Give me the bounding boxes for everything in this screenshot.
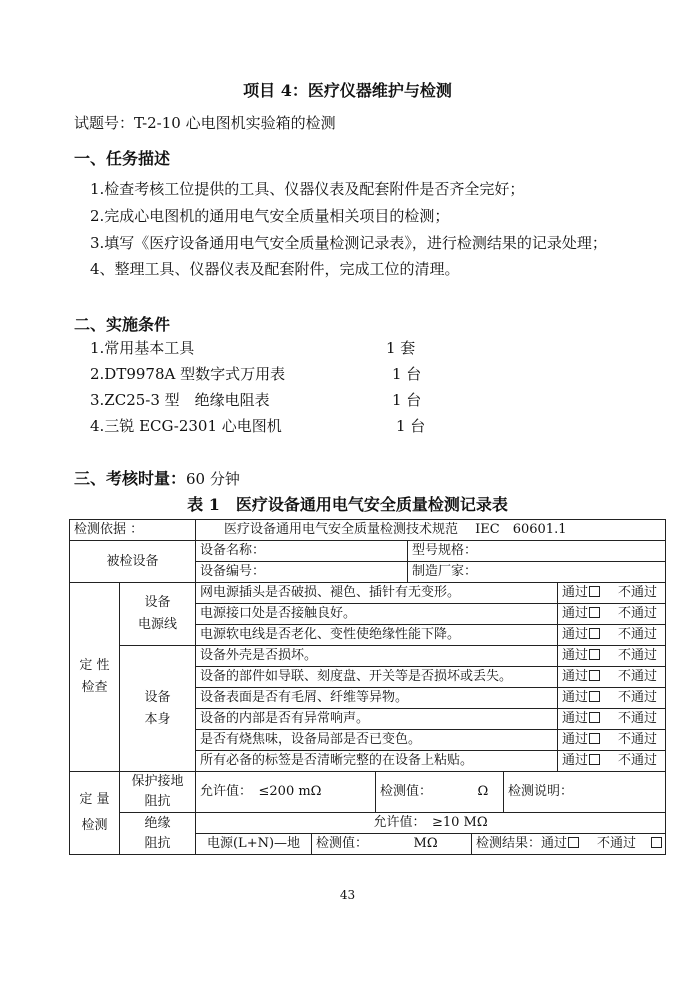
- check-item: 所有必备的标签是否清晰完整的在设备上粘贴。: [196, 751, 558, 772]
- fail-label: 不通过: [618, 648, 658, 663]
- pass-label: 通过: [562, 732, 589, 747]
- ground-allowed-value: 允许值： ≤200 mΩ: [196, 772, 376, 813]
- group-label-line: 设备: [144, 689, 171, 705]
- fail-label: 不通过: [618, 627, 658, 642]
- insulation-label-line: 阻抗: [144, 835, 171, 851]
- device-label: 被检设备: [70, 541, 196, 583]
- pass-checkbox[interactable]: [589, 733, 600, 744]
- pass-checkbox[interactable]: [589, 670, 600, 681]
- check-item: 设备外壳是否损坏。: [196, 646, 558, 667]
- ground-measured-field[interactable]: 检测值： Ω: [376, 772, 504, 813]
- insulation-label-line: 绝缘: [144, 815, 171, 831]
- basis-label: 检测依据 ：: [70, 520, 196, 541]
- pass-checkbox[interactable]: [589, 607, 600, 618]
- ground-note-field[interactable]: 检测说明：: [504, 772, 666, 813]
- condition-qty: 1 台: [392, 365, 422, 383]
- task-item: 4、整理工具、仪器仪表及配套附件，完成工位的清理。: [90, 260, 460, 278]
- fail-label: 不通过: [618, 585, 658, 600]
- qualitative-label-line: 检查: [81, 680, 108, 695]
- pass-label: 通过: [562, 669, 589, 684]
- check-item: 电源接口处是否接触良好。: [196, 604, 558, 625]
- insulation-allowed-value: 允许值： ≥10 MΩ: [196, 813, 666, 834]
- page-number: 43: [339, 888, 356, 902]
- check-result[interactable]: [558, 709, 666, 730]
- fail-label: 不通过: [618, 669, 658, 684]
- condition-name: 4.三锐 ECG-2301 心电图机: [90, 417, 282, 435]
- section-task-heading: 一、任务描述: [74, 149, 171, 168]
- ground-label-line: 保护接地: [131, 774, 184, 789]
- model-field[interactable]: 型号规格：: [408, 541, 666, 562]
- fail-label: 不通过: [618, 732, 658, 747]
- fail-label: 不通过: [618, 606, 658, 621]
- fail-label: 不通过: [618, 753, 658, 768]
- device-number-field[interactable]: 设备编号：: [196, 562, 408, 583]
- basis-value: 医疗设备通用电气安全质量检测技术规范 IEC 60601.1: [196, 520, 666, 541]
- task-item: 1.检查考核工位提供的工具、仪器仪表及配套附件是否齐全完好；: [90, 180, 525, 198]
- group-label-line: 电源线: [138, 617, 178, 632]
- inspection-record-table: [69, 519, 666, 855]
- qualitative-label: [70, 583, 120, 772]
- pass-label: 通过: [562, 606, 589, 621]
- duration-value: 60 分钟: [186, 470, 240, 488]
- maker-field[interactable]: 制造厂家：: [408, 562, 666, 583]
- project-title: 项目 4：医疗仪器维护与检测: [243, 81, 452, 100]
- check-result[interactable]: [558, 751, 666, 772]
- condition-qty: 1 套: [386, 339, 416, 357]
- pass-label: 通过: [562, 753, 589, 768]
- section-conditions-heading: 二、实施条件: [74, 315, 171, 334]
- quantitative-label: [70, 772, 120, 855]
- result-pass-label: 检测结果：通过: [476, 836, 568, 851]
- check-item: 设备表面是否有毛屑、纤维等异物。: [196, 688, 558, 709]
- power-cord-group: [120, 583, 196, 646]
- ground-impedance-label: [120, 772, 196, 813]
- group-label-line: 本身: [144, 711, 171, 727]
- fail-label: 不通过: [597, 836, 637, 851]
- pass-checkbox[interactable]: [589, 754, 600, 765]
- fail-checkbox[interactable]: [651, 837, 662, 848]
- insulation-impedance-label: [120, 813, 196, 855]
- condition-name: 1.常用基本工具: [90, 339, 195, 357]
- condition-qty: 1 台: [392, 391, 422, 409]
- task-item: 2.完成心电图机的通用电气安全质量相关项目的检测；: [90, 207, 450, 225]
- check-item: 设备的部件如导联、刻度盘、开关等是否损坏或丢失。: [196, 667, 558, 688]
- pass-label: 通过: [562, 585, 589, 600]
- pass-checkbox[interactable]: [589, 691, 600, 702]
- fail-label: 不通过: [618, 690, 658, 705]
- table-caption: 表 1 医疗设备通用电气安全质量检测记录表: [187, 495, 508, 514]
- quantitative-label-line: 检测: [81, 818, 108, 833]
- section-duration: [74, 466, 240, 489]
- pass-checkbox[interactable]: [589, 649, 600, 660]
- pass-checkbox[interactable]: [589, 628, 600, 639]
- pass-checkbox[interactable]: [589, 586, 600, 597]
- pass-checkbox[interactable]: [568, 837, 579, 848]
- check-item: 网电源插头是否破损、褪色、插针有无变形。: [196, 583, 558, 604]
- pass-label: 通过: [562, 690, 589, 705]
- qualitative-label-line: 定 性: [79, 658, 110, 673]
- fail-label: 不通过: [618, 711, 658, 726]
- check-item: 电源软电线是否老化、变性使绝缘性能下降。: [196, 625, 558, 646]
- insulation-measured-field[interactable]: 检测值： MΩ: [312, 834, 472, 855]
- insulation-result[interactable]: [472, 834, 666, 855]
- check-item: 设备的内部是否有异常响声。: [196, 709, 558, 730]
- check-item: 是否有烧焦味，设备局部是否已变色。: [196, 730, 558, 751]
- ground-label-line: 阻抗: [144, 794, 171, 809]
- check-result[interactable]: [558, 583, 666, 604]
- pass-label: 通过: [562, 711, 589, 726]
- device-body-group: [120, 646, 196, 772]
- group-label-line: 设备: [144, 595, 171, 610]
- check-result[interactable]: [558, 625, 666, 646]
- quantitative-label-line: 定 量: [79, 792, 110, 807]
- check-result[interactable]: [558, 604, 666, 625]
- check-result[interactable]: [558, 667, 666, 688]
- duration-label: 三、考核时量：: [74, 469, 187, 488]
- pass-label: 通过: [562, 627, 589, 642]
- pass-checkbox[interactable]: [589, 712, 600, 723]
- check-result[interactable]: [558, 688, 666, 709]
- check-result[interactable]: [558, 730, 666, 751]
- insulation-item: 电源(L+N)—地: [196, 834, 312, 855]
- condition-name: 3.ZC25-3 型 绝缘电阻表: [90, 391, 270, 409]
- check-result[interactable]: [558, 646, 666, 667]
- condition-name: 2.DT9978A 型数字式万用表: [90, 365, 286, 383]
- task-item: 3.填写《医疗设备通用电气安全质量检测记录表》，进行检测结果的记录处理；: [90, 234, 607, 252]
- device-name-field[interactable]: 设备名称：: [196, 541, 408, 562]
- question-number: 试题号：T-2-10 心电图机实验箱的检测: [74, 114, 336, 132]
- pass-label: 通过: [562, 648, 589, 663]
- condition-qty: 1 台: [396, 417, 426, 435]
